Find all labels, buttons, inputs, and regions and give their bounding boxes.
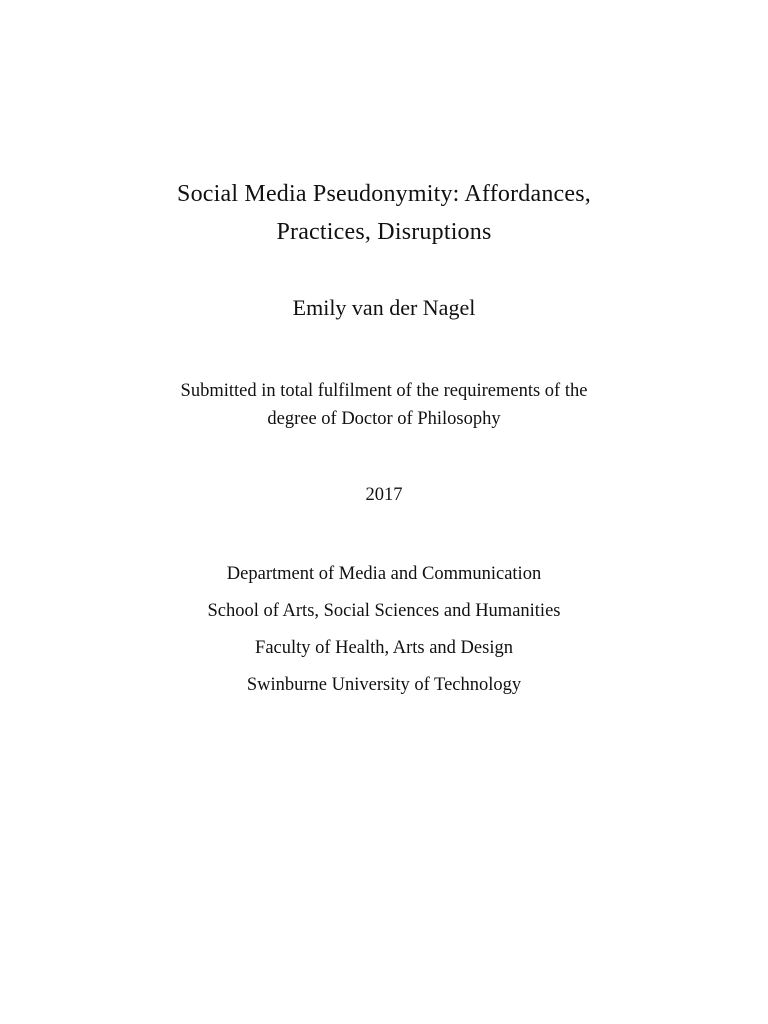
affiliation-university: Swinburne University of Technology bbox=[246, 675, 522, 695]
author-name: Emily van der Nagel bbox=[292, 295, 476, 320]
thesis-title bbox=[0, 175, 768, 251]
submission-statement-line-1: Submitted in total fulfilment of the requirements of the bbox=[180, 381, 588, 401]
submission-statement-line-2: degree of Doctor of Philosophy bbox=[267, 409, 501, 429]
submission-statement bbox=[0, 377, 768, 433]
thesis-title-line-2: Practices, Disruptions bbox=[276, 219, 492, 245]
affiliation-department: Department of Media and Communication bbox=[226, 564, 542, 584]
affiliations bbox=[0, 556, 768, 704]
affiliation-school: School of Arts, Social Sciences and Humanities bbox=[207, 601, 561, 621]
submission-year: 2017 bbox=[365, 485, 403, 505]
thesis-title-line-1: Social Media Pseudonymity: Affordances, bbox=[177, 181, 591, 207]
affiliation-faculty: Faculty of Health, Arts and Design bbox=[255, 638, 513, 658]
